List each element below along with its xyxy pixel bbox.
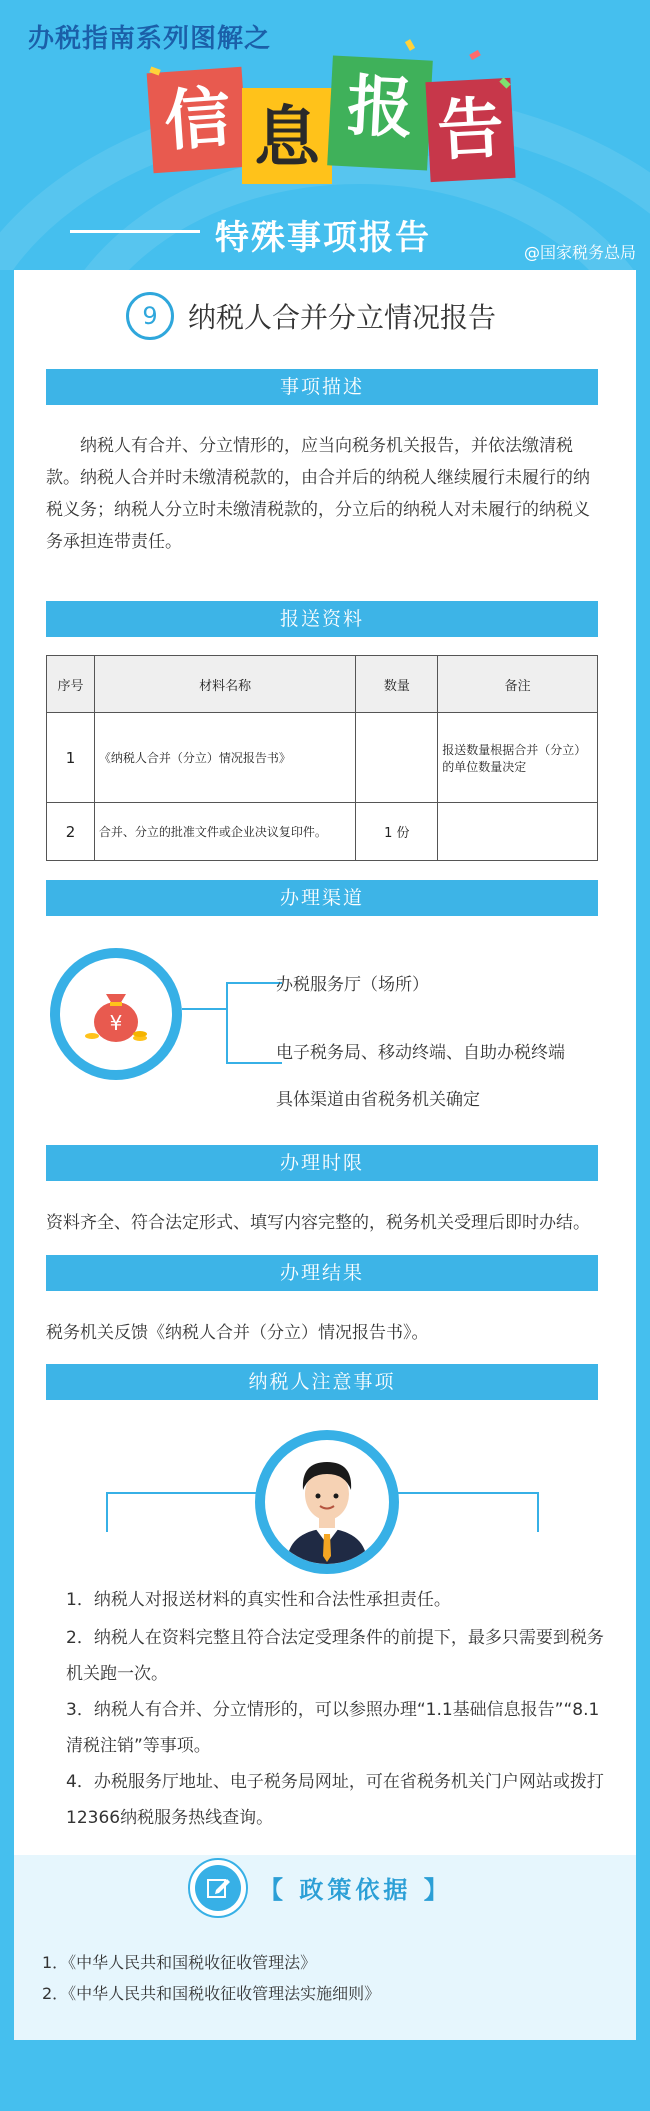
connector-line (537, 1492, 539, 1532)
title-char-block: 信 (147, 67, 249, 173)
policy-title: 【 政策依据 】 (259, 1876, 452, 1904)
material-note: 报送数量根据合并（分立）的单位数量决定 (438, 713, 598, 803)
title-char-block: 告 (425, 78, 515, 182)
connector-line (106, 1492, 108, 1532)
section-bar-materials: 报送资料 (46, 601, 598, 637)
content-card (14, 270, 636, 2040)
source-watermark: @国家税务总局 (523, 243, 636, 262)
table-row (47, 803, 598, 861)
result-text: 税务机关反馈《纳税人合并（分立）情况报告书》。 (46, 1323, 429, 1343)
series-label: 办税指南系列图解之 (28, 24, 272, 54)
channel-item: 电子税务局、移动终端、自助办税终端 (276, 1043, 565, 1063)
channel-item: 办税服务厅（场所） (276, 975, 429, 995)
edit-badge (188, 1858, 248, 1918)
material-name: 《纳税人合并（分立）情况报告书》 (94, 713, 355, 803)
material-quantity: 1 份 (356, 803, 438, 861)
connector-line (106, 1492, 256, 1494)
money-bag-icon (84, 982, 148, 1044)
materials-table (46, 655, 598, 861)
material-name: 合并、分立的批准文件或企业决议复印件。 (94, 803, 355, 861)
money-bag-badge (50, 948, 182, 1080)
connector-line (226, 1062, 282, 1064)
topic-number-badge: 9 (126, 292, 174, 340)
section-bar-time-limit: 办理时限 (46, 1145, 598, 1181)
column-header: 备注 (438, 656, 598, 713)
title-char-block: 息 (242, 88, 332, 184)
table-header-row (47, 656, 598, 713)
note-item: 1．纳税人对报送材料的真实性和合法性承担责任。 (66, 1590, 451, 1610)
policy-item: 1．《中华人民共和国税收征收管理法》 (42, 1953, 317, 1972)
subtitle-rule (70, 230, 200, 233)
note-item: 4．办税服务厅地址、电子税务局网址，可在省税务机关门户网站或拨打12366纳税服务热线查询。 (66, 1772, 604, 1828)
svg-text:¥: ¥ (109, 1011, 123, 1035)
topic-title: 纳税人合并分立情况报告 (188, 301, 497, 334)
connector-line (226, 982, 282, 984)
section-bar-notes: 纳税人注意事项 (46, 1364, 598, 1400)
confetti (405, 39, 415, 51)
topic-heading (126, 292, 496, 340)
connector-line (182, 1008, 228, 1010)
connector-line (389, 1492, 539, 1494)
note-item: 2．纳税人在资料完整且符合法定受理条件的前提下，最多只需要到税务机关跑一次。 (66, 1628, 604, 1684)
section-bar-description: 事项描述 (46, 369, 598, 405)
businessman-badge (255, 1430, 399, 1574)
note-item: 3．纳税人有合并、分立情形的，可以参照办理“1.1基础信息报告”“8.1清税注销”等事项。 (66, 1700, 600, 1756)
material-quantity (356, 713, 438, 803)
title-char-block: 报 (327, 55, 433, 170)
connector-line (226, 982, 228, 1064)
section-bar-channels: 办理渠道 (46, 880, 598, 916)
subtitle: 特殊事项报告 (215, 218, 431, 258)
material-note (438, 803, 598, 861)
channel-note: 具体渠道由省税务机关确定 (276, 1090, 480, 1110)
time-limit-text: 资料齐全、符合法定形式、填写内容完整的，税务机关受理后即时办结。 (46, 1213, 590, 1233)
businessman-icon (265, 1440, 389, 1564)
policy-item: 2．《中华人民共和国税收征收管理法实施细则》 (42, 1984, 381, 2003)
header-banner (0, 0, 650, 270)
row-number: 1 (47, 713, 95, 803)
description-text: 纳税人有合并、分立情形的，应当向税务机关报告，并依法缴清税款。纳税人合并时未缴清税款的，由合并后的纳税人继续履行未履行的纳税义务；纳税人分立时未缴清税款的，分立后的纳税人对未履行的纳税义务承担连带责任。 (46, 436, 590, 552)
section-bar-result: 办理结果 (46, 1255, 598, 1291)
edit-icon (205, 1875, 231, 1901)
column-header: 序号 (47, 656, 95, 713)
row-number: 2 (47, 803, 95, 861)
column-header: 材料名称 (94, 656, 355, 713)
main-title (150, 58, 510, 188)
column-header: 数量 (356, 656, 438, 713)
table-row (47, 713, 598, 803)
